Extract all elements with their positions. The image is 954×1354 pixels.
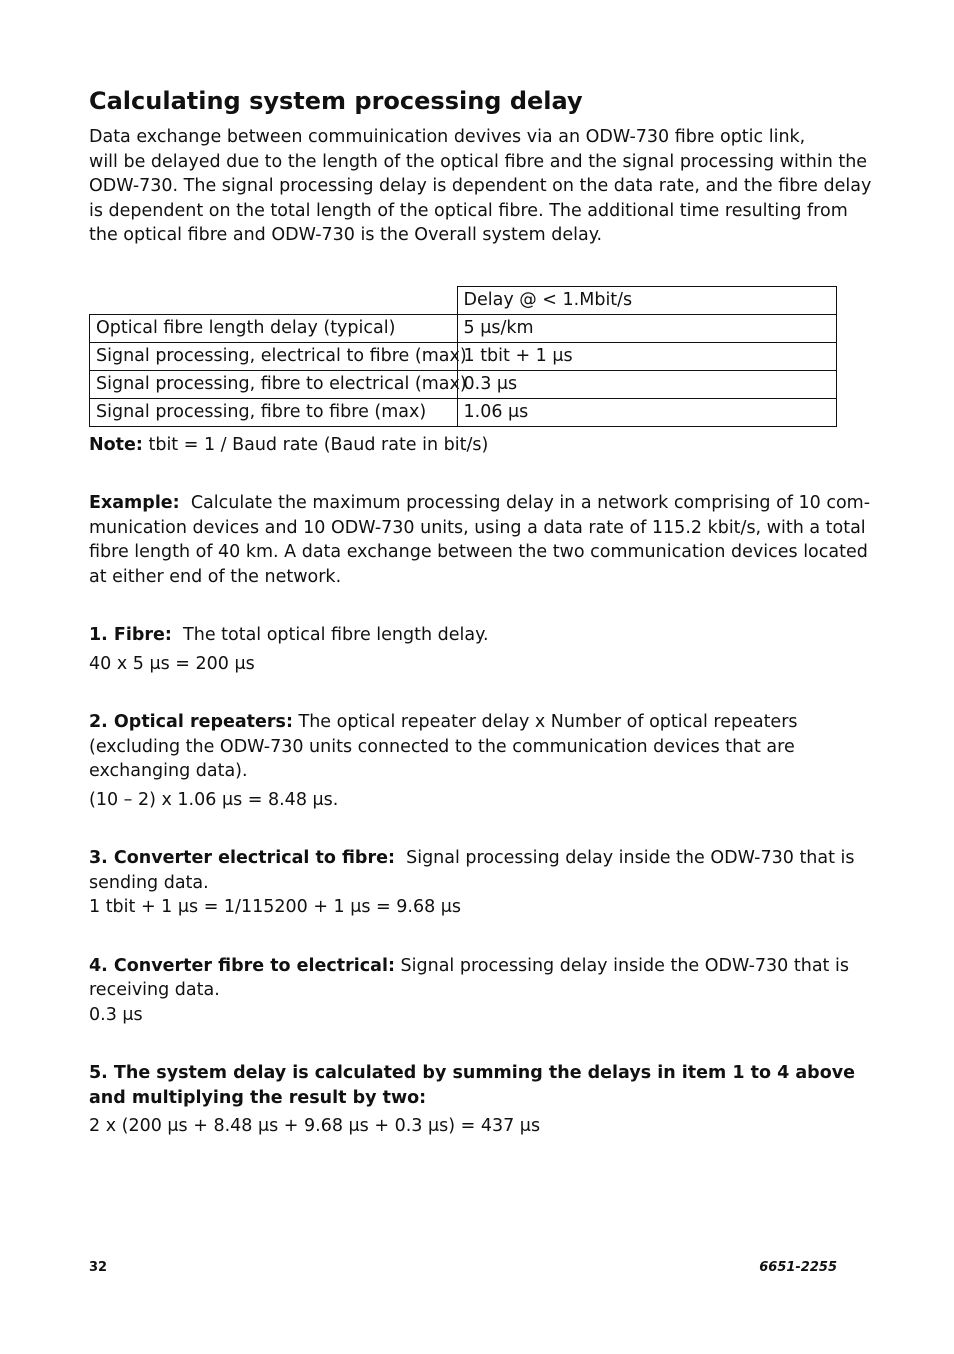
table-corner-cell [90, 286, 458, 314]
note-text: tbit = 1 / Baud rate (Baud rate in bit/s) [142, 434, 489, 455]
table-row-value: 5 μs/km [457, 314, 837, 342]
example-text: Calculate the maximum processing delay in a network comprising of 10 com- [179, 493, 871, 513]
step-calculation: (10 – 2) x 1.06 μs = 8.48 μs. [89, 789, 339, 810]
page-title: Calculating system processing delay [89, 87, 583, 115]
note-label: Note: [89, 434, 143, 455]
intro-paragraph [89, 125, 872, 248]
step-label: 4. Converter fibre to electrical: [89, 955, 395, 976]
step-optical-repeaters [89, 710, 837, 812]
table-row-label: Optical fibre length delay (typical) [90, 314, 458, 342]
intro-line: Data exchange between commuinication devives via an ODW-730 fibre optic link, [89, 127, 806, 147]
summary-line: and multiplying the result by two: [89, 1087, 427, 1108]
intro-line: will be delayed due to the length of the optical fibre and the signal processing within the [89, 151, 868, 172]
step-line [89, 710, 837, 735]
step-calculation: 0.3 μs [89, 1004, 143, 1025]
example-line: fibre length of 40 km. A data exchange between the two communication devices located [89, 542, 868, 562]
delay-table [89, 286, 837, 427]
step-calculation: 40 x 5 μs = 200 μs [89, 653, 255, 674]
step-line [89, 846, 855, 871]
table-row [90, 314, 837, 342]
summary-line: 5. The system delay is calculated by summing the delays in item 1 to 4 above [89, 1063, 856, 1083]
page-number: 32 [89, 1260, 108, 1275]
step-text: Signal processing delay inside the ODW-730 that is [394, 848, 855, 868]
summary-calculation: 2 x (200 μs + 8.48 μs + 9.68 μs + 0.3 μs) = 437 μs [89, 1116, 541, 1136]
step-text: The optical repeater delay x Number of optical repeaters [292, 712, 798, 732]
table-row-label: Signal processing, electrical to fibre (max) [90, 342, 458, 370]
document-page [89, 85, 872, 1139]
step-line [89, 954, 849, 979]
table-row-value: 1 tbit + 1 μs [457, 342, 837, 370]
step-line [89, 623, 837, 648]
step-line: receiving data. [89, 980, 220, 1000]
step-line: sending data. [89, 872, 209, 893]
intro-line: is dependent on the total length of the optical fibre. The additional time resulting from [89, 200, 848, 221]
step-label: 1. Fibre: [89, 625, 172, 645]
step-label: 2. Optical repeaters: [89, 712, 293, 732]
example-label: Example: [89, 493, 180, 513]
table-row-label: Signal processing, fibre to electrical (max) [90, 370, 458, 398]
table-row-value: 0.3 μs [457, 370, 837, 398]
step-calculation: 1 tbit + 1 μs = 1/115200 + 1 μs = 9.68 μs [89, 897, 462, 917]
step-converter-fibre-to-electrical [89, 954, 849, 1028]
step-system-delay [89, 1061, 856, 1139]
intro-line: the optical fibre and ODW-730 is the Overall system delay. [89, 225, 603, 245]
table-header-row [90, 286, 837, 314]
note [89, 433, 837, 458]
step-converter-electrical-to-fibre [89, 846, 855, 920]
step-label: 3. Converter electrical to fibre: [89, 848, 395, 868]
table-row [90, 370, 837, 398]
document-number: 6651-2255 [759, 1260, 837, 1275]
table-row [90, 342, 837, 370]
table-row-label: Signal processing, fibre to fibre (max) [90, 398, 458, 426]
step-line: exchanging data). [89, 761, 248, 781]
table-header-cell: Delay @ < 1.Mbit/s [457, 286, 837, 314]
intro-line: ODW-730. The signal processing delay is dependent on the data rate, and the fibre delay [89, 176, 872, 196]
example-line [89, 491, 871, 516]
step-text: The total optical fibre length delay. [171, 625, 489, 645]
step-fibre [89, 623, 837, 676]
table-row [90, 398, 837, 426]
step-text: Signal processing delay inside the ODW-730 that is [394, 955, 849, 976]
example-paragraph [89, 491, 871, 589]
example-line: munication devices and 10 ODW-730 units, using a data rate of 115.2 kbit/s, with a total [89, 517, 866, 538]
step-line: (excluding the ODW-730 units connected to the communication devices that are [89, 736, 795, 757]
table-row-value: 1.06 μs [457, 398, 837, 426]
example-line: at either end of the network. [89, 566, 342, 587]
